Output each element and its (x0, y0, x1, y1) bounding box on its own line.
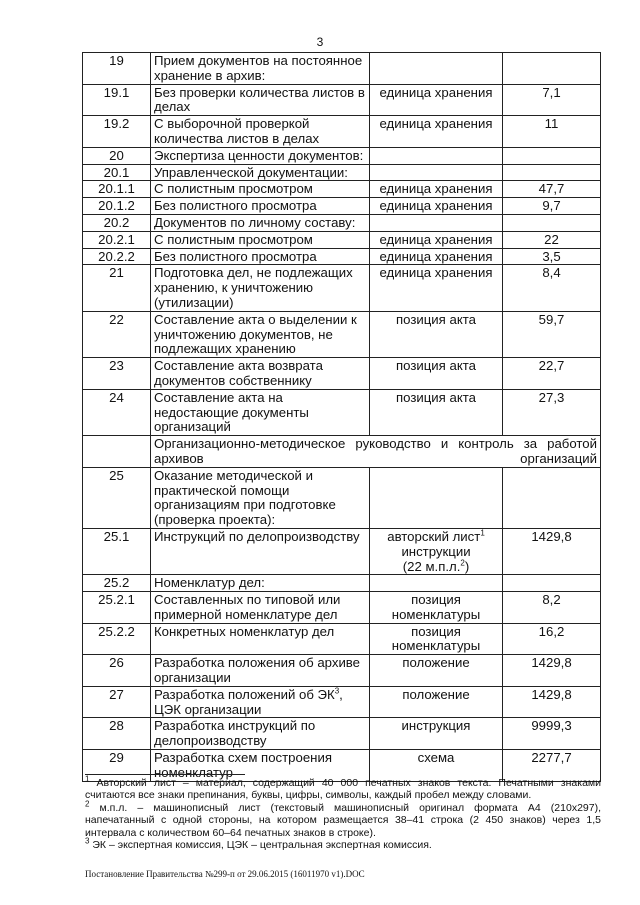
norm-value: 22,7 (503, 358, 601, 390)
table-row (83, 147, 601, 164)
footnote-mark: 2 (85, 799, 90, 809)
unit-of-measure: инструкция (370, 718, 503, 750)
row-number: 20.1.2 (83, 198, 151, 215)
service-name: Документов по личному составу: (151, 214, 370, 231)
service-name: Разработка инструкций по делопроизводству (151, 718, 370, 750)
table-body (83, 53, 601, 782)
table-row (83, 231, 601, 248)
norm-value: 7,1 (503, 84, 601, 116)
row-number: 23 (83, 358, 151, 390)
service-name: Оказание методической и практической помощи организациям при подготовке (проверка проекта): (151, 467, 370, 528)
service-name: Подготовка дел, не подлежащих хранению, к уничтожению (утилизации) (151, 265, 370, 311)
norm-value (503, 214, 601, 231)
norm-value: 11 (503, 116, 601, 148)
unit-line: инструкции (401, 543, 471, 559)
table-row (83, 358, 601, 390)
norm-value: 8,4 (503, 265, 601, 311)
page-number: 3 (316, 35, 324, 49)
footnote (85, 774, 601, 802)
norm-value (503, 467, 601, 528)
norm-value: 3,5 (503, 248, 601, 265)
unit-line: (22 м.п.л. (402, 558, 461, 574)
unit-of-measure: единица хранения (370, 181, 503, 198)
row-number: 24 (83, 389, 151, 435)
table-row (83, 84, 601, 116)
norm-value: 27,3 (503, 389, 601, 435)
table-row (83, 214, 601, 231)
unit-line: авторский лист (387, 528, 481, 544)
norm-value: 59,7 (503, 311, 601, 357)
table-row (83, 655, 601, 687)
table-row (83, 53, 601, 85)
unit-of-measure (370, 528, 503, 574)
row-number: 19.1 (83, 84, 151, 116)
unit-of-measure: положение (370, 655, 503, 687)
row-number: 25.2 (83, 575, 151, 592)
unit-of-measure (370, 164, 503, 181)
unit-of-measure: единица хранения (370, 84, 503, 116)
row-number: 29 (83, 750, 151, 782)
unit-of-measure: положение (370, 686, 503, 718)
footnote-ref: 2 (460, 558, 465, 568)
unit-line: ) (464, 558, 470, 574)
norm-value: 1429,8 (503, 528, 601, 574)
unit-of-measure: позиция номенклатуры (370, 592, 503, 624)
unit-of-measure: позиция акта (370, 389, 503, 435)
unit-of-measure: единица хранения (370, 231, 503, 248)
row-number: 20 (83, 147, 151, 164)
norm-value (503, 575, 601, 592)
table-row (83, 623, 601, 655)
norm-value: 47,7 (503, 181, 601, 198)
norm-value (503, 147, 601, 164)
footnote-text: Авторский лист – материал, содержащий 40 000 печатных знаков текста. Печатными знаками считаются все знаки препинания, буквы, цифры, символы, каждый пробел между словами. (85, 777, 601, 802)
table-row (83, 265, 601, 311)
service-name: Разработка схем построения номенклатур (151, 750, 370, 782)
table-row (83, 181, 601, 198)
service-name (151, 686, 370, 718)
footnote-separator (85, 774, 245, 775)
footnote-ref: 3 (334, 686, 340, 696)
unit-of-measure (370, 147, 503, 164)
service-name: С полистным просмотром (151, 231, 370, 248)
section-header-row (83, 436, 601, 468)
service-name: Прием документов на постоянное хранение в архив: (151, 53, 370, 85)
footnote-text: м.п.л. – машинописный лист (текстовый машинописный оригинал формата А4 (210х297), напечатанный с одной стороны, на котором размещается 38–41 строка (2 450 знаков) через 1,5 интервала с количеством 60–64 печатных знаков в строке). (85, 801, 602, 839)
unit-of-measure: единица хранения (370, 265, 503, 311)
table-row (83, 116, 601, 148)
row-number: 26 (83, 655, 151, 687)
row-number: 25.2.1 (83, 592, 151, 624)
unit-of-measure (370, 575, 503, 592)
unit-of-measure: позиция номенклатуры (370, 623, 503, 655)
row-number: 27 (83, 686, 151, 718)
row-number: 20.1.1 (83, 181, 151, 198)
footnote-ref: 1 (480, 528, 485, 538)
service-name: Номенклатур дел: (151, 575, 370, 592)
table-row (83, 592, 601, 624)
service-name: Составление акта на недостающие документы организаций (151, 389, 370, 435)
row-number: 19.2 (83, 116, 151, 148)
service-name: Составление акта возврата документов собственнику (151, 358, 370, 390)
footnote (85, 799, 602, 839)
row-number: 20.2.2 (83, 248, 151, 265)
footnotes (85, 774, 602, 852)
table-row (83, 718, 601, 750)
service-name: С полистным просмотром (151, 181, 370, 198)
row-number: 28 (83, 718, 151, 750)
unit-of-measure (370, 467, 503, 528)
row-number: 25.2.2 (83, 623, 151, 655)
service-name: Инструкций по делопроизводству (151, 528, 370, 574)
table-row (83, 528, 601, 574)
row-number: 20.2 (83, 214, 151, 231)
service-name: Составление акта о выделении к уничтожению документов, не подлежащих хранению (151, 311, 370, 357)
unit-of-measure: единица хранения (370, 116, 503, 148)
norm-value: 22 (503, 231, 601, 248)
service-name: С выборочной проверкой количества листов в делах (151, 116, 370, 148)
norm-value: 9,7 (503, 198, 601, 215)
row-number: 20.1 (83, 164, 151, 181)
service-name: Управленческой документации: (151, 164, 370, 181)
row-number: 20.2.1 (83, 231, 151, 248)
table-row (83, 248, 601, 265)
row-number: 19 (83, 53, 151, 85)
service-name: Составленных по типовой или примерной номенклатуре дел (151, 592, 370, 624)
table-row (83, 575, 601, 592)
table-row (83, 164, 601, 181)
unit-of-measure (370, 53, 503, 85)
service-name: Разработка положения об архиве организации (151, 655, 370, 687)
service-name-part: Разработка положений об ЭК (154, 686, 335, 702)
table-row (83, 686, 601, 718)
service-name: Без полистного просмотра (151, 248, 370, 265)
row-number: 21 (83, 265, 151, 311)
service-name: Без полистного просмотра (151, 198, 370, 215)
unit-of-measure: единица хранения (370, 198, 503, 215)
service-name: Без проверки количества листов в делах (151, 84, 370, 116)
norm-value: 2277,7 (503, 750, 601, 782)
norm-value: 1429,8 (503, 686, 601, 718)
table-row (83, 198, 601, 215)
service-name: Экспертиза ценности документов: (151, 147, 370, 164)
service-name: Конкретных номенклатур дел (151, 623, 370, 655)
table-row (83, 467, 601, 528)
norm-value (503, 164, 601, 181)
norm-value: 1429,8 (503, 655, 601, 687)
unit-of-measure: схема (370, 750, 503, 782)
footnote-text: ЭК – экспертная комиссия, ЦЭК – центральная экспертная комиссия. (92, 839, 432, 852)
service-name-part: , ЦЭК организации (154, 686, 343, 717)
row-number: 22 (83, 311, 151, 357)
norm-value (503, 53, 601, 85)
footnote-mark: 3 (85, 836, 90, 846)
footnote-mark: 1 (85, 774, 90, 784)
section-title: Организационно-методическое руководство и контроль за работой архивов организаций (151, 436, 601, 468)
norm-value: 8,2 (503, 592, 601, 624)
unit-of-measure (370, 214, 503, 231)
table-row (83, 311, 601, 357)
table-row (83, 389, 601, 435)
unit-of-measure: позиция акта (370, 311, 503, 357)
document-footer: Постановление Правительства №299-п от 29.06.2015 (16011970 v1).DOC (85, 869, 365, 879)
norm-value: 9999,3 (503, 718, 601, 750)
tariff-table (82, 52, 601, 782)
row-number: 25 (83, 467, 151, 528)
footnote (85, 836, 601, 852)
norm-value: 16,2 (503, 623, 601, 655)
unit-of-measure: позиция акта (370, 358, 503, 390)
row-number: 25.1 (83, 528, 151, 574)
row-number-cell (83, 436, 151, 468)
unit-of-measure: единица хранения (370, 248, 503, 265)
